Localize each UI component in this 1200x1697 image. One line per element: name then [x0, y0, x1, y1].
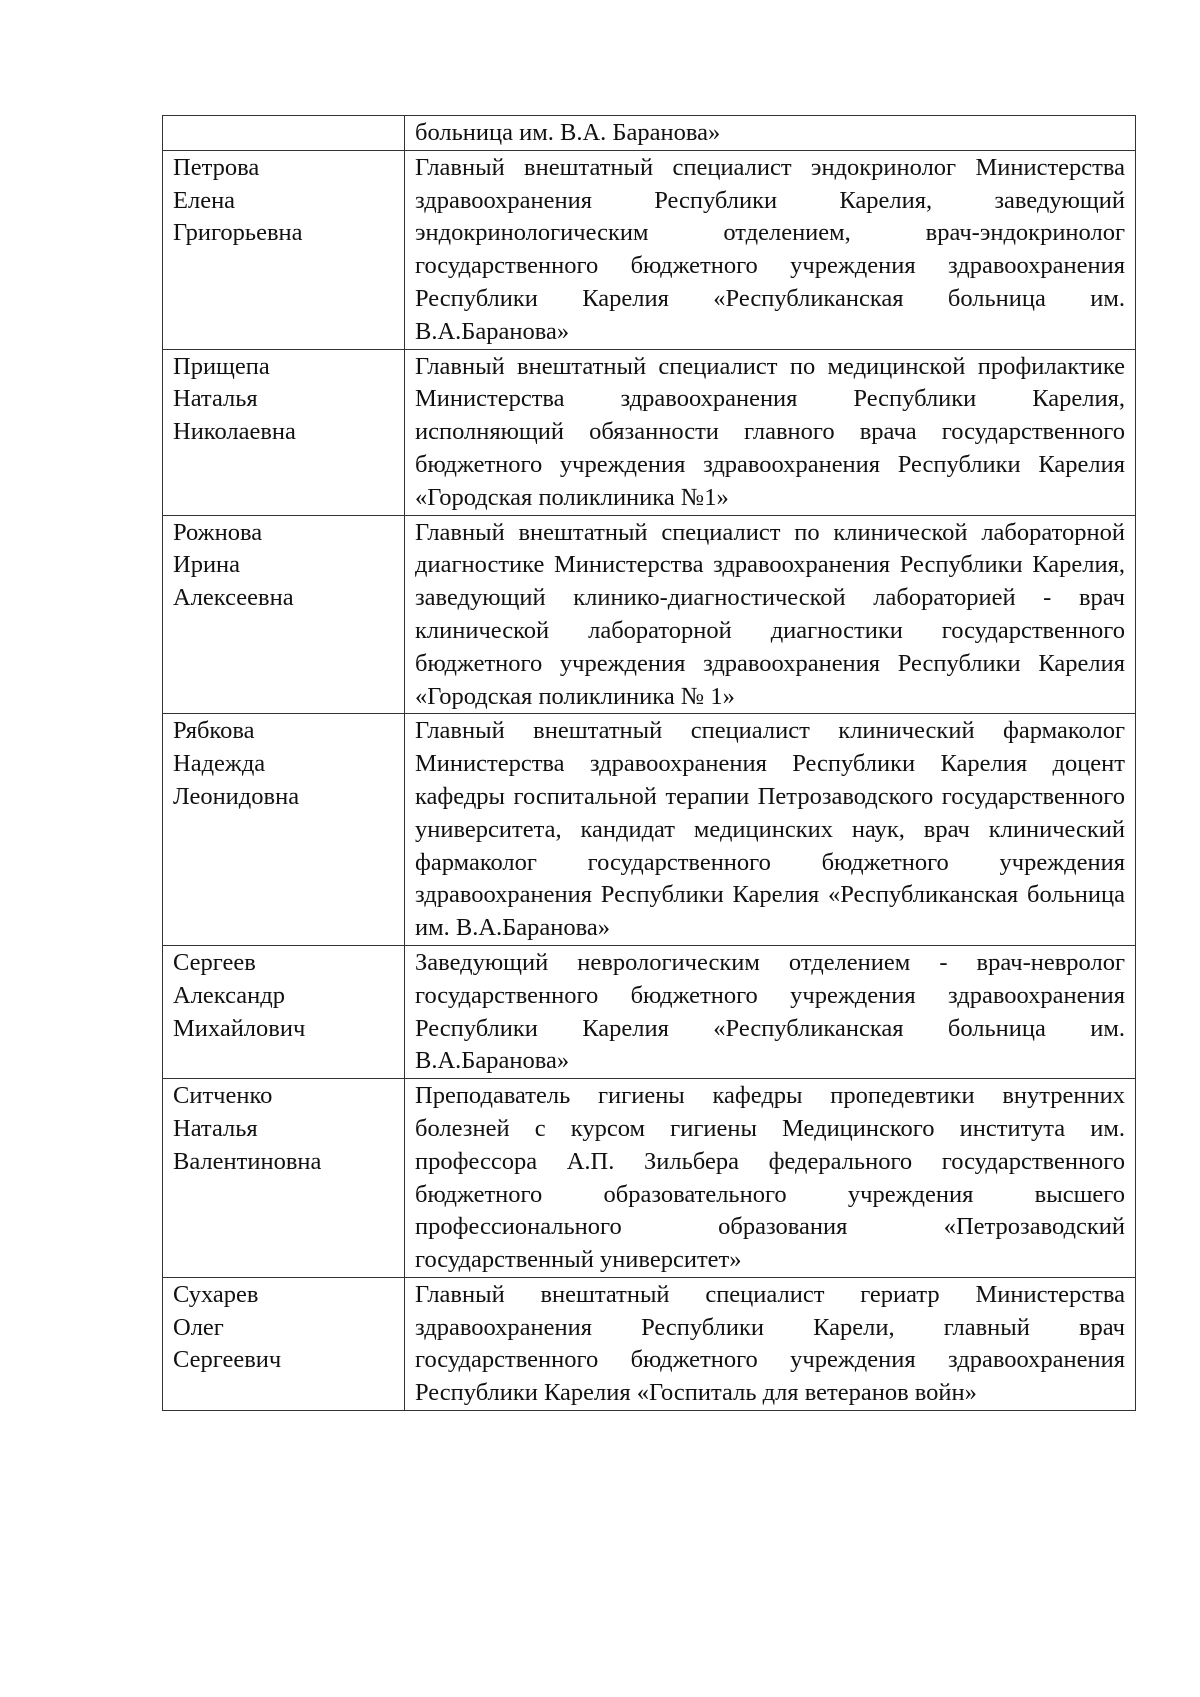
- specialist-name-line: Рябкова: [173, 717, 255, 745]
- table-body: [163, 116, 1136, 1411]
- specialist-name-line: Валентиновна: [173, 1147, 322, 1175]
- specialist-position-cell: Главный внештатный специалист гериатр Министерства здравоохранения Республики Карели, главный врач государственного бюджетного учреждения здравоохранения Республики Карелия «Госпиталь для ветеранов войн»: [405, 1277, 1136, 1410]
- specialist-name-line: Прищепа: [173, 352, 270, 380]
- specialist-name-line: Олег: [173, 1313, 224, 1341]
- specialist-name-line: Надежда: [173, 750, 266, 778]
- table-row: [163, 349, 1136, 515]
- specialist-position-cell: Заведующий неврологическим отделением - врач-невролог государственного бюджетного учреждения здравоохранения Республики Карелия «Республиканская больница им. В.А.Баранова»: [405, 945, 1136, 1078]
- specialist-position-cell: больница им. В.А. Баранова»: [405, 116, 1136, 151]
- specialist-name-line: Ситченко: [173, 1082, 273, 1110]
- specialist-position-cell: Главный внештатный специалист эндокринолог Министерства здравоохранения Республики Карелия, заведующий эндокринологическим отделением, врач-эндокринолог государственного бюджетного учреждения здравоохранения Республики Карелия «Республиканская больница им. В.А.Баранова»: [405, 150, 1136, 349]
- specialist-name-line: Сергеев: [173, 948, 256, 976]
- table-row: [163, 1277, 1136, 1410]
- table-row: [163, 945, 1136, 1078]
- specialist-name-line: Рожнова: [173, 518, 263, 546]
- specialist-position-cell: Главный внештатный специалист клинический фармаколог Министерства здравоохранения Республики Карелия доцент кафедры госпитальной терапии Петрозаводского государственного университета, кандидат медицинских наук, врач клинический фармаколог государственного бюджетного учреждения здравоохранения Республики Карелия «Республиканская больница им. В.А.Баранова»: [405, 714, 1136, 946]
- specialist-name-line: Сухарев: [173, 1280, 259, 1308]
- table-row: [163, 1079, 1136, 1278]
- specialist-name-cell: [163, 714, 405, 946]
- specialist-name-line: Алексеевна: [173, 584, 294, 612]
- specialist-name-line: Ирина: [173, 551, 241, 579]
- table-row: [163, 150, 1136, 349]
- specialists-table: [162, 115, 1136, 1411]
- specialist-name-cell: [163, 515, 405, 714]
- specialist-name-line: Наталья: [173, 385, 258, 413]
- specialist-name-cell: [163, 116, 405, 151]
- specialist-position-cell: Преподаватель гигиены кафедры пропедевтики внутренних болезней с курсом гигиены Медицинского института им. профессора А.П. Зильбера федерального государственного бюджетного образовательного учреждения высшего профессионального образования «Петрозаводский государственный университет»: [405, 1079, 1136, 1278]
- specialist-name-cell: [163, 1079, 405, 1278]
- specialist-position-cell: Главный внештатный специалист по медицинской профилактике Министерства здравоохранения Республики Карелия, исполняющий обязанности главного врача государственного бюджетного учреждения здравоохранения Республики Карелия «Городская поликлиника №1»: [405, 349, 1136, 515]
- specialist-name-cell: [163, 150, 405, 349]
- specialist-name-line: Михайлович: [173, 1014, 306, 1042]
- specialist-name-line: Леонидовна: [173, 782, 300, 810]
- specialist-name-line: Григорьевна: [173, 219, 303, 247]
- table-row: [163, 515, 1136, 714]
- specialist-name-cell: [163, 349, 405, 515]
- specialist-name-cell: [163, 945, 405, 1078]
- specialist-name-line: Николаевна: [173, 418, 296, 446]
- specialist-name-line: Петрова: [173, 153, 260, 181]
- table-row: [163, 116, 1136, 151]
- specialist-position-cell: Главный внештатный специалист по клинической лабораторной диагностике Министерства здравоохранения Республики Карелия, заведующий клинико-диагностической лабораторией - врач клинической лабораторной диагностики государственного бюджетного учреждения здравоохранения Республики Карелия «Городская поликлиника № 1»: [405, 515, 1136, 714]
- table-row: [163, 714, 1136, 946]
- specialist-name-line: Сергеевич: [173, 1346, 282, 1374]
- specialist-name-line: Наталья: [173, 1114, 258, 1142]
- specialist-name-cell: [163, 1277, 405, 1410]
- specialist-name-line: Елена: [173, 186, 236, 214]
- specialist-name-line: Александр: [173, 981, 285, 1009]
